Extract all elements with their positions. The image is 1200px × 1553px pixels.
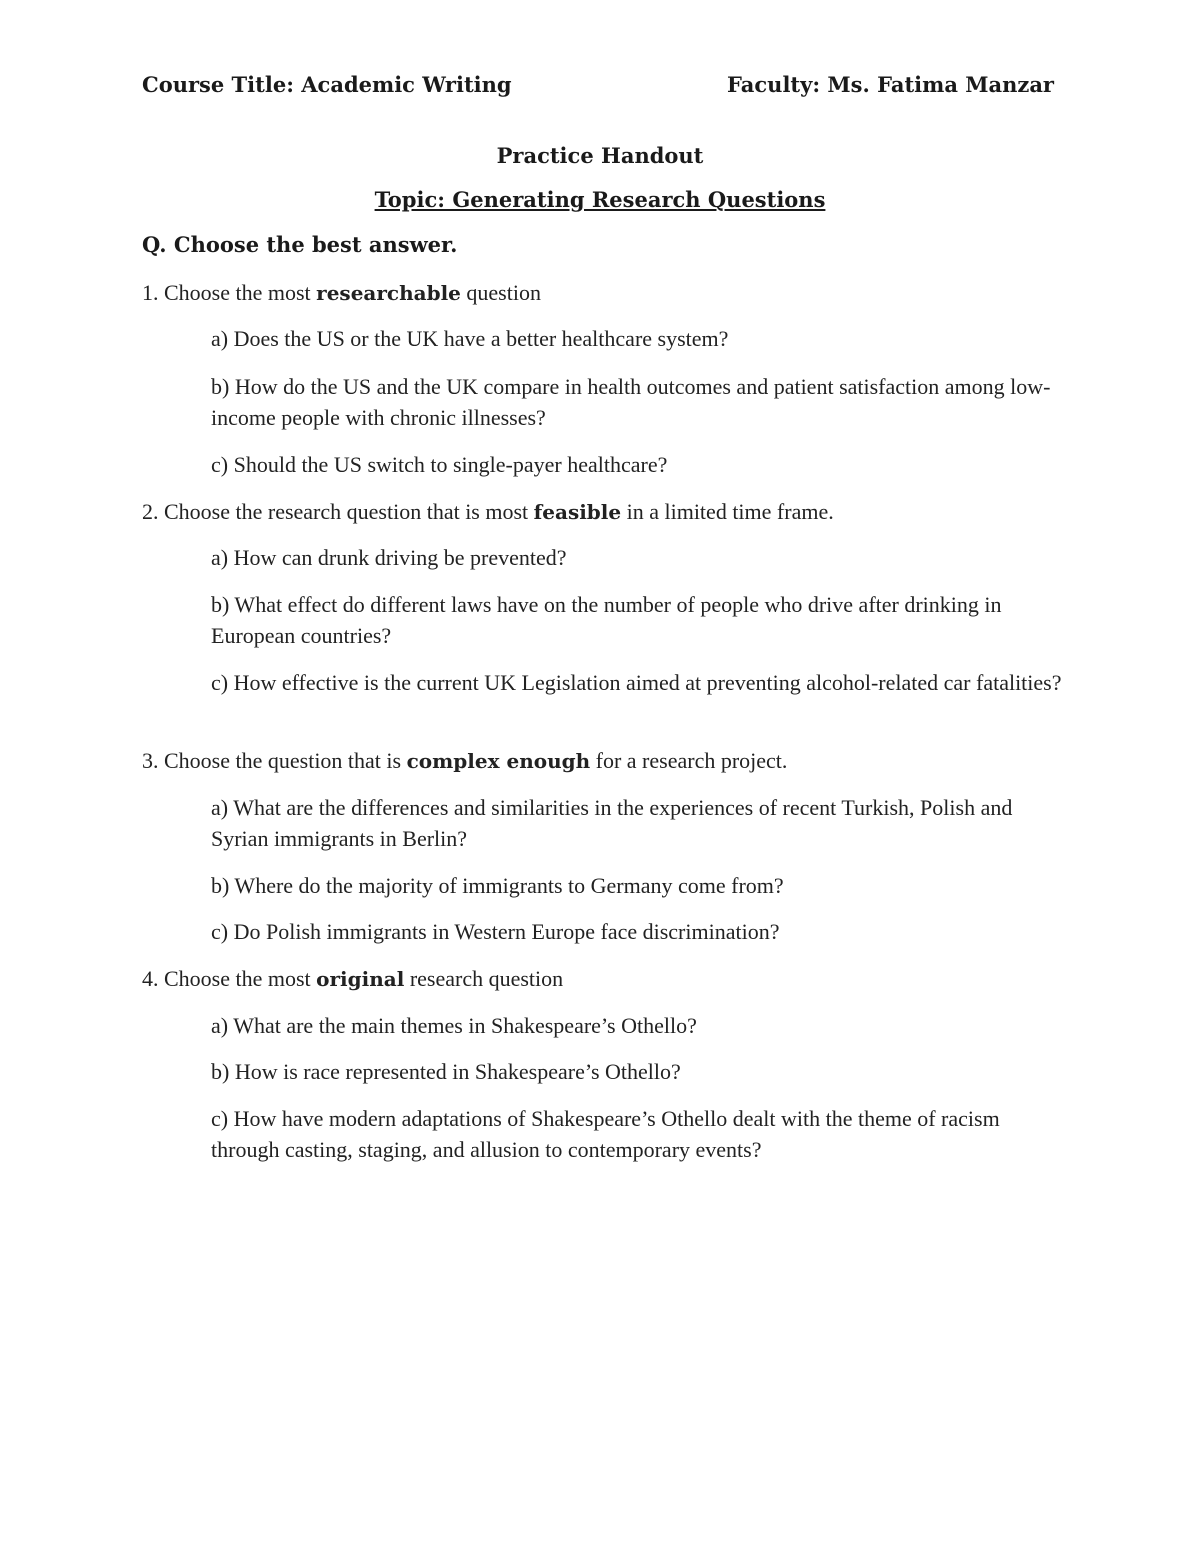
question-text: Choose the research question that is most xyxy=(164,499,529,524)
question-4-option-a: a) What are the main themes in Shakespeare’s Othello? xyxy=(211,1013,697,1038)
question-text: Choose the most xyxy=(164,966,311,991)
question-keyword: original xyxy=(316,967,405,991)
question-3-option-a: a) What are the differences and similarities in the experiences of recent Turkish, Polish and Syrian immigrants in Berlin? xyxy=(211,795,1013,851)
question-keyword: complex enough xyxy=(406,749,591,773)
handout-topic: Topic: Generating Research Questions xyxy=(374,187,826,212)
question-1 xyxy=(142,277,1062,309)
question-2-option-b: b) What effect do different laws have on the number of people who drive after drinking in European countries? xyxy=(211,592,1002,648)
faculty-name: Faculty: Ms. Fatima Manzar xyxy=(727,72,1054,97)
question-text: for a research project. xyxy=(595,748,788,773)
question-text: research question xyxy=(409,966,564,991)
question-number: 4. xyxy=(142,966,159,991)
instruction-heading: Q. Choose the best answer. xyxy=(142,232,458,257)
question-keyword: feasible xyxy=(533,500,622,524)
question-2-option-a: a) How can drunk driving be prevented? xyxy=(211,545,567,570)
question-3-option-b: b) Where do the majority of immigrants to Germany come from? xyxy=(211,873,784,898)
handout-title: Practice Handout xyxy=(496,143,704,168)
question-4-option-b: b) How is race represented in Shakespeare’s Othello? xyxy=(211,1059,681,1084)
question-3 xyxy=(142,745,1062,777)
question-number: 2. xyxy=(142,499,159,524)
question-2-option-c: c) How effective is the current UK Legislation aimed at preventing alcohol-related car fatalities? xyxy=(211,670,1062,695)
question-1-option-b: b) How do the US and the UK compare in health outcomes and patient satisfaction among low-income people with chronic illnesses? xyxy=(211,374,1051,430)
question-keyword: researchable xyxy=(316,281,461,305)
question-4 xyxy=(142,963,1062,995)
question-3-option-c: c) Do Polish immigrants in Western Europe face discrimination? xyxy=(211,919,780,944)
question-1-option-c: c) Should the US switch to single-payer healthcare? xyxy=(211,452,668,477)
question-2 xyxy=(142,496,1062,528)
question-number: 1. xyxy=(142,280,159,305)
question-text: question xyxy=(466,280,541,305)
question-1-option-a: a) Does the US or the UK have a better healthcare system? xyxy=(211,326,729,351)
question-number: 3. xyxy=(142,748,159,773)
question-4-option-c: c) How have modern adaptations of Shakespeare’s Othello dealt with the theme of racism through casting, staging, and allusion to contemporary events? xyxy=(211,1106,1000,1162)
question-text: Choose the question that is xyxy=(164,748,402,773)
document-page xyxy=(142,0,1062,1553)
question-text: Choose the most xyxy=(164,280,311,305)
course-title: Course Title: Academic Writing xyxy=(142,72,512,97)
question-text: in a limited time frame. xyxy=(626,499,834,524)
